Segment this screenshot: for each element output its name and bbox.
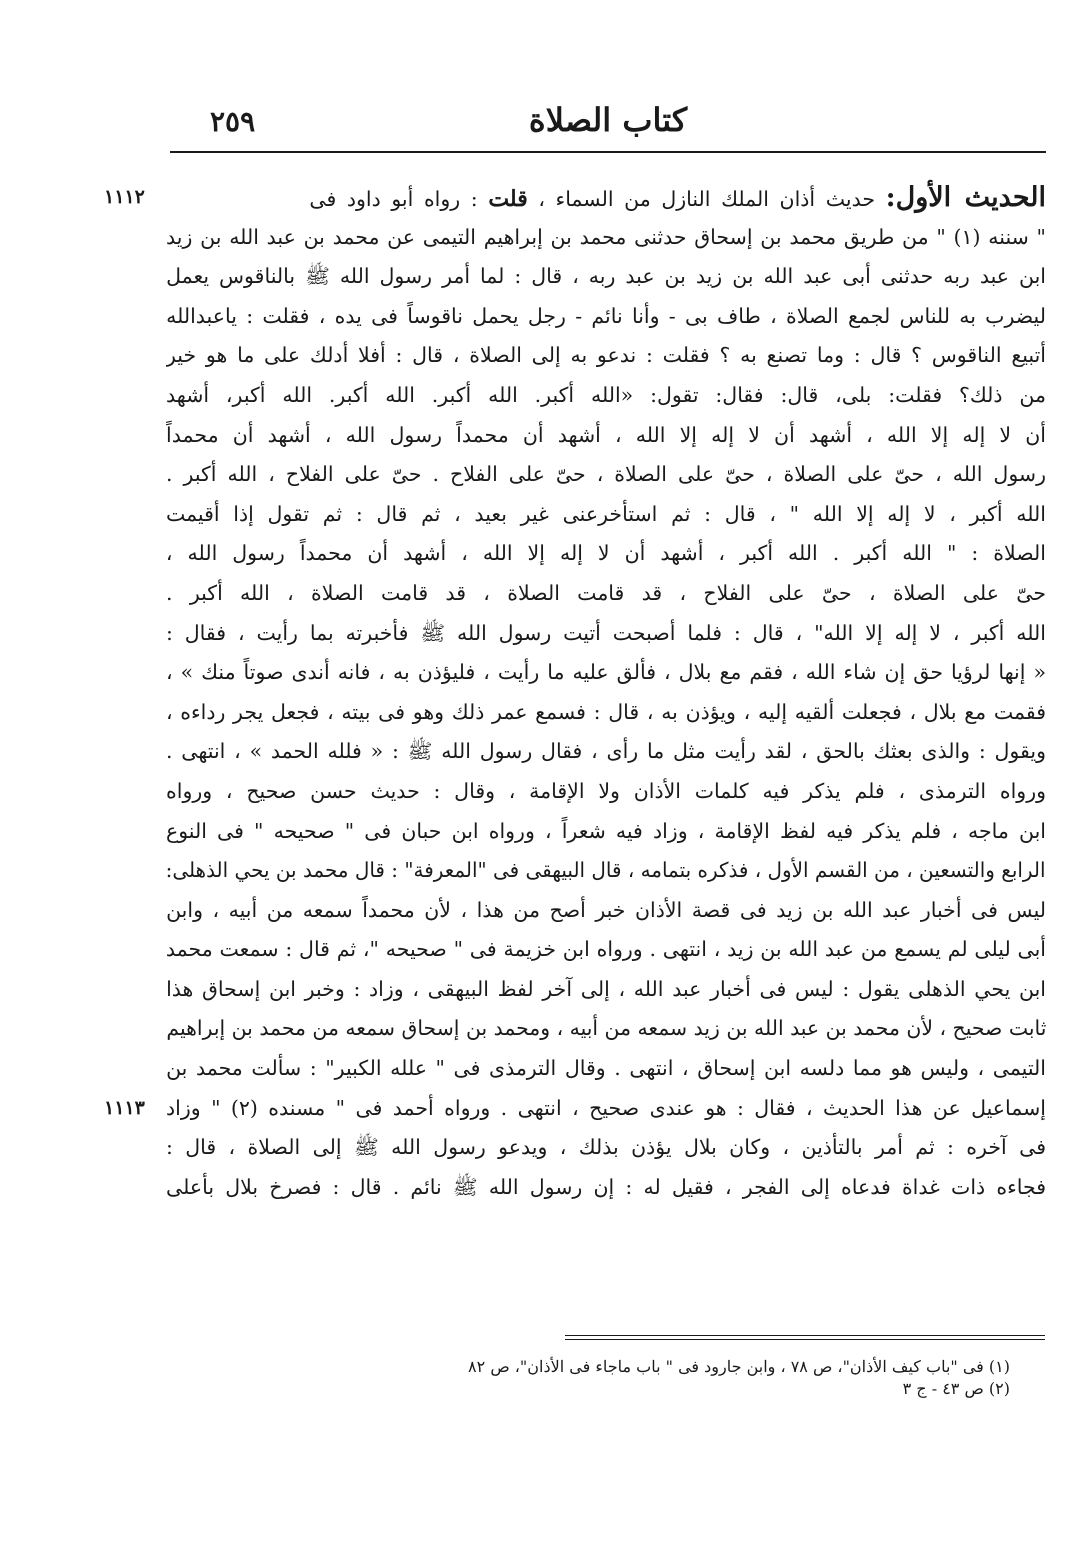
text-line: من ذلك؟ فقلت: بلى، قال: فقال: تقول: «الله أكبر. الله أكبر. الله أكبر. الله أكبر، أشهد	[166, 382, 1046, 407]
text-line: حىّ على الصلاة ، حىّ على الفلاح ، قد قامت الصلاة ، قد قامت الصلاة ، الله أكبر .	[166, 580, 1046, 605]
text-line: الله أكبر ، لا إله إلا الله " ، قال : ثم استأخرعنى غير بعيد ، ثم قال : ثم تقول إذا أقيمت	[166, 501, 1046, 526]
text-line: أبى ليلى لم يسمع من عبد الله بن زيد ، انتهى . ورواه ابن خزيمة فى " صحيحه "، ثم قال : سمعت محمد	[166, 937, 1046, 962]
footnote-1: (١) فى "باب كيف الأذان"، ص ٧٨ ، وابن جارود فى " باب ماجاء فى الأذان"، ص ٨٢	[468, 1357, 1010, 1376]
text-line: " سننه (١) " من طريق محمد بن إسحاق حدثنى محمد بن إبراهيم التيمى عن محمد بن عبد الله بن زيد	[166, 224, 1046, 249]
heading-subject: حديث أذان الملك النازل من السماء ،	[538, 187, 876, 211]
footnote-divider-second	[565, 1339, 1045, 1340]
header-divider	[170, 151, 1046, 153]
text-line: ورواه الترمذى ، فلم يذكر فيه كلمات الأذان ولا الإقامة ، وقال : حديث حسن صحيح ، ورواه	[166, 778, 1046, 803]
text-line-1	[104, 178, 1046, 218]
text-line: الصلاة : " الله أكبر . الله أكبر ، أشهد أن لا إله إلا الله ، أشهد أن محمداً رسول الله ،	[166, 541, 1046, 566]
text-line: ابن ماجه ، فلم يذكر فيه لفظ الإقامة ، وزاد فيه شعراً ، ورواه ابن حبان فى " صحيحه " فى النوع	[166, 818, 1046, 843]
text-line: الله أكبر ، لا إله إلا الله" ، قال : فلما أصبحت أتيت رسول الله ﷺ فأخبرته بما رأيت ، فقال :	[166, 620, 1046, 645]
running-title: كتاب الصلاة	[528, 101, 688, 139]
text-line: ابن عبد ربه حدثنى أبى عبد الله بن زيد بن عبد ربه ، قال : لما أمر رسول الله ﷺ بالناقوس يعمل	[166, 264, 1046, 289]
text-line: « إنها لرؤيا حق إن شاء الله ، فقم مع بلال ، فألق عليه ما رأيت ، فليؤذن به ، فانه أندى صوتاً منك » ،	[166, 660, 1046, 685]
text-line: ابن يحي الذهلى يقول : ليس فى أخبار عبد الله ، إلى آخر لفظ البيهقى ، وزاد : وخبر ابن إسحاق هذا	[166, 976, 1046, 1001]
footnote-divider	[565, 1335, 1045, 1336]
text-line: أن لا إله إلا الله ، أشهد أن لا إله إلا الله ، أشهد أن محمداً رسول الله ، أشهد أن محمداً	[166, 422, 1046, 447]
margin-number-1113: ١١١٣	[104, 1096, 145, 1119]
page-header	[170, 100, 1046, 144]
text-line: ليضرب به للناس لجمع الصلاة ، طاف بى - وأنا نائم - رجل يحمل ناقوساً فى يده ، فقلت : ياعبدالله	[166, 303, 1046, 328]
line1-end: : رواه أبو داود فى	[309, 187, 478, 211]
text-line: فى آخره : ثم أمر بالتأذين ، وكان بلال يؤذن بذلك ، ويدعو رسول الله ﷺ إلى الصلاة ، قال :	[166, 1135, 1046, 1160]
footnotes	[270, 1356, 1010, 1400]
text-line: ليس فى أخبار عبد الله بن زيد فى قصة الأذان خبر أصح من هذا ، لأن محمداً سمعه من أبيه ، وابن	[166, 897, 1046, 922]
text-line-with-margin: إسماعيل عن هذا الحديث ، فقال : هو عندى صحيح ، انتهى . ورواه أحمد فى " مسنده (٢) " وزاد ١١١٣	[166, 1089, 1046, 1129]
text-line: أتبيع الناقوس ؟ قال : وما تصنع به ؟ فقلت : ندعو به إلى الصلاة ، قال : أفلا أدلك على ما هو خير	[166, 343, 1046, 368]
main-text	[104, 178, 1046, 1207]
footnote-2: (٢) ص ٤٣ - ج ٣	[902, 1379, 1010, 1398]
hadith-heading: الحديث الأول:	[885, 182, 1046, 213]
text-line: رسول الله ، حىّ على الصلاة ، حىّ على الصلاة ، حىّ على الفلاح . حىّ على الفلاح ، الله أكبر .	[166, 462, 1046, 487]
text-line: ويقول : والذى بعثك بالحق ، لقد رأيت مثل ما رأى ، فقال رسول الله ﷺ : « فلله الحمد » ، انتهى .	[166, 739, 1046, 764]
margin-number-1112: ١١١٢	[104, 186, 145, 208]
page-number: ٢٥٩	[210, 105, 256, 138]
text-line: الرابع والتسعين ، من القسم الأول ، فذكره بتمامه ، قال البيهقى فى "المعرفة" : قال محمد بن يحي الذهلى:	[166, 858, 1046, 883]
qult-word: قلت	[488, 186, 528, 212]
text-line: التيمى ، وليس هو مما دلسه ابن إسحاق ، انتهى . وقال الترمذى فى " علله الكبير" : سألت محمد بن	[166, 1056, 1046, 1081]
text-line: فقمت مع بلال ، فجعلت ألقيه إليه ، ويؤذن به ، قال : فسمع عمر ذلك وهو فى بيته ، فجعل يجر رداءه ،	[166, 699, 1046, 724]
text-line: ثابت صحيح ، لأن محمد بن عبد الله بن زيد سمعه من أبيه ، ومحمد بن إسحاق سمعه من محمد بن إبراهيم	[166, 1016, 1046, 1041]
text-line: فجاءه ذات غداة فدعاه إلى الفجر ، فقيل له : إن رسول الله ﷺ نائم . قال : فصرخ بلال بأعلى	[166, 1174, 1046, 1199]
